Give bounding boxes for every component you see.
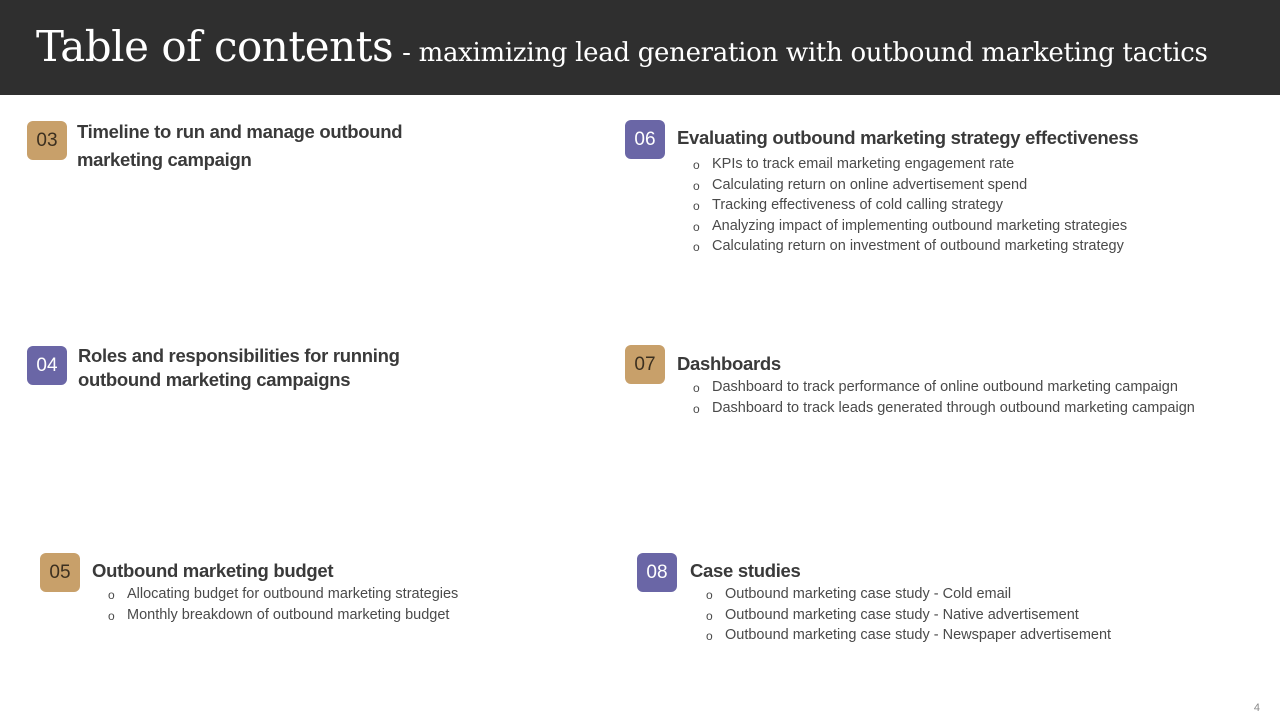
section-heading-07[interactable]: Dashboards	[677, 353, 781, 374]
section-heading-04[interactable]	[78, 344, 428, 392]
header-bar	[0, 0, 1280, 95]
section-08-list	[706, 584, 1111, 646]
list-item[interactable]: o Calculating return on online advertisement spend	[693, 175, 1127, 196]
section-number-05: 05	[40, 553, 80, 592]
section-number-04: 04	[27, 346, 67, 385]
section-heading-05[interactable]: Outbound marketing budget	[92, 560, 334, 581]
page-title	[36, 22, 1208, 71]
list-item[interactable]: o Monthly breakdown of outbound marketing budget	[108, 605, 458, 626]
section-06-list	[693, 154, 1127, 257]
section-number-06: 06	[625, 120, 665, 159]
list-item[interactable]: o Outbound marketing case study - Cold email	[706, 584, 1111, 605]
list-item[interactable]: o Analyzing impact of implementing outbound marketing strategies	[693, 216, 1127, 237]
section-05-list	[108, 584, 458, 625]
section-07-list	[693, 377, 1195, 418]
section-title: Timeline to run and manage outbound marketing campaign	[77, 121, 403, 170]
list-item[interactable]: o Allocating budget for outbound marketing strategies	[108, 584, 458, 605]
page-number: 4	[1253, 702, 1260, 714]
list-item[interactable]: o Outbound marketing case study - Native advertisement	[706, 605, 1111, 626]
section-heading-08[interactable]: Case studies	[690, 560, 801, 581]
list-item[interactable]: o Tracking effectiveness of cold calling strategy	[693, 195, 1127, 216]
section-number-07: 07	[625, 345, 665, 384]
section-number-03: 03	[27, 121, 67, 160]
title-main: Table of contents	[36, 22, 394, 71]
title-subtitle: - maximizing lead generation with outbound marketing tactics	[402, 38, 1208, 68]
list-item[interactable]: o Dashboard to track leads generated through outbound marketing campaign	[693, 398, 1195, 419]
section-number-08: 08	[637, 553, 677, 592]
list-item[interactable]: o Dashboard to track performance of online outbound marketing campaign	[693, 377, 1195, 398]
list-item[interactable]: o KPIs to track email marketing engagement rate	[693, 154, 1127, 175]
section-heading-06[interactable]: Evaluating outbound marketing strategy effectiveness	[677, 127, 1139, 148]
list-item[interactable]: o Outbound marketing case study - Newspaper advertisement	[706, 625, 1111, 646]
section-title: Roles and responsibilities for running outbound marketing campaigns	[78, 345, 400, 390]
list-item[interactable]: o Calculating return on investment of outbound marketing strategy	[693, 236, 1127, 257]
section-heading-03[interactable]	[77, 118, 437, 174]
